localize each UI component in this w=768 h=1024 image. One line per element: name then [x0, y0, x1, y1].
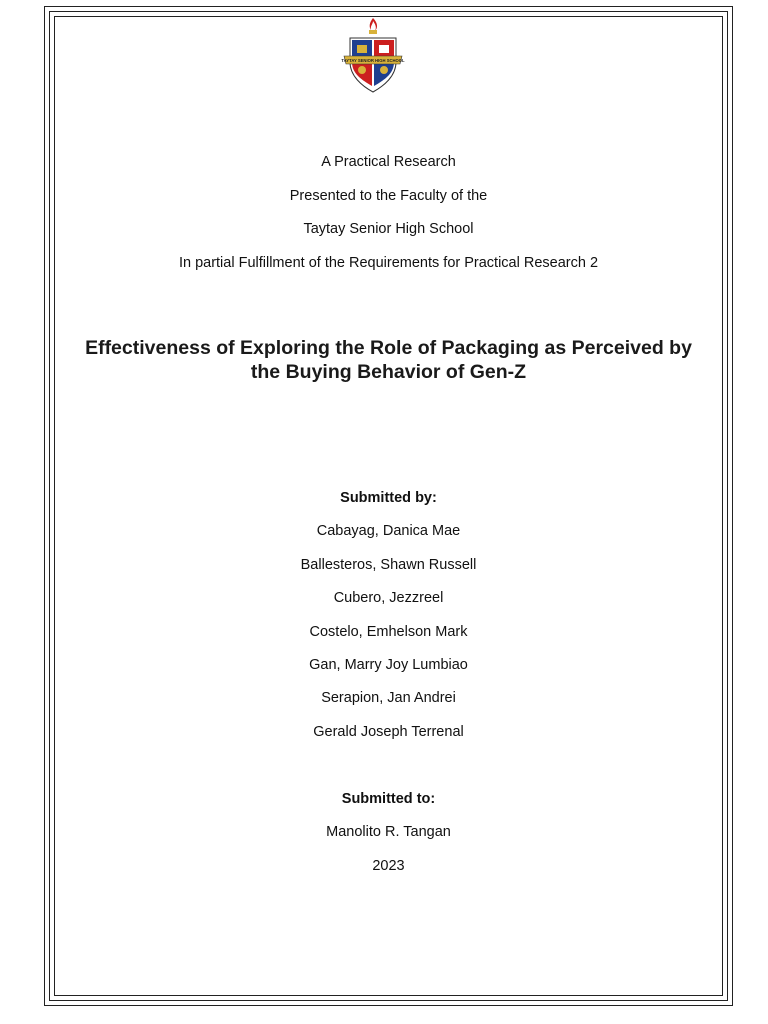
author-name: Gan, Marry Joy Lumbiao — [309, 657, 468, 673]
research-type-line: A Practical Research — [321, 154, 456, 170]
svg-text:TAYTAY SENIOR HIGH SCHOOL: TAYTAY SENIOR HIGH SCHOOL — [341, 58, 405, 64]
submission-year: 2023 — [372, 858, 405, 874]
presented-to-line: Presented to the Faculty of the — [289, 188, 488, 204]
adviser-name: Manolito R. Tangan — [326, 824, 451, 840]
research-title-line-2: the Buying Behavior of Gen-Z — [250, 361, 527, 383]
research-title — [54, 336, 723, 384]
author-name: Gerald Joseph Terrenal — [313, 724, 464, 740]
author-name: Ballesteros, Shawn Russell — [300, 557, 477, 573]
author-name: Cubero, Jezzreel — [333, 590, 444, 606]
author-name: Cabayag, Danica Mae — [316, 523, 461, 539]
submitted-to-label: Submitted to: — [341, 791, 436, 807]
author-name: Costelo, Emhelson Mark — [309, 624, 468, 640]
school-crest-icon — [340, 16, 406, 94]
author-name: Serapion, Jan Andrei — [321, 690, 456, 706]
fulfillment-line: In partial Fulfillment of the Requirements for Practical Research 2 — [178, 255, 599, 271]
submitted-by-label: Submitted by: — [340, 490, 437, 506]
school-name-line: Taytay Senior High School — [303, 221, 474, 237]
research-title-line-1: Effectiveness of Exploring the Role of Packaging as Perceived by — [85, 337, 692, 359]
